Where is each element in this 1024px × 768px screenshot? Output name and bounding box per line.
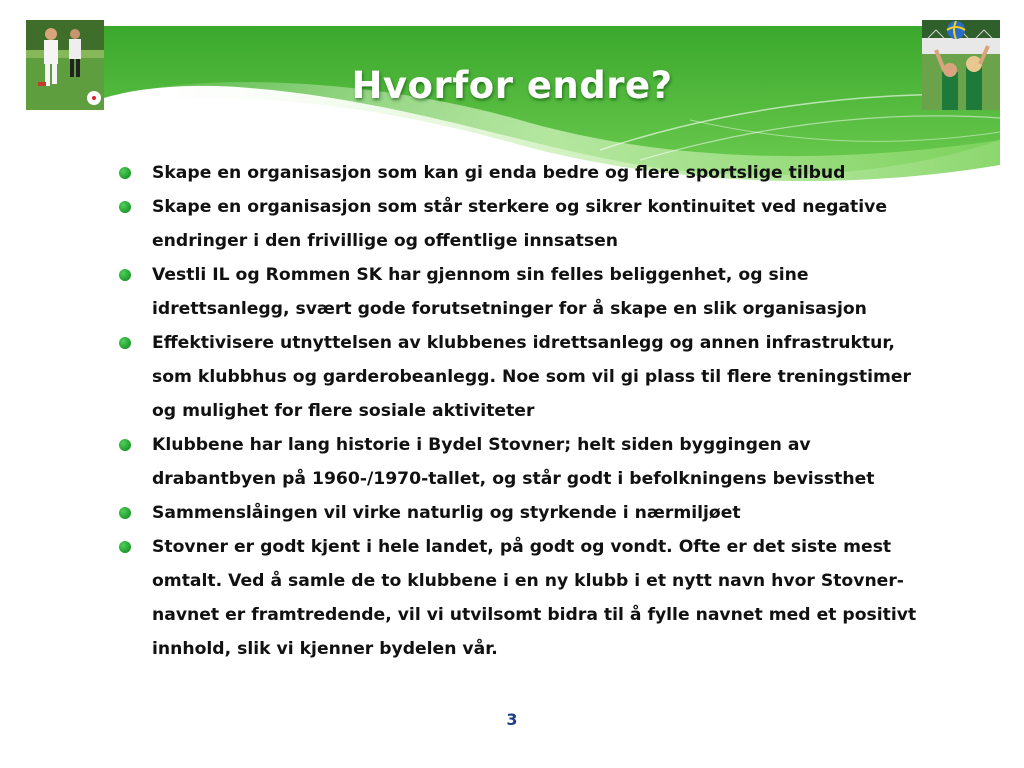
bullet-text: Skape en organisasjon som står sterkere og sikrer kontinuitet ved negative endringer i den frivillige og offentlige innsatsen <box>152 197 887 251</box>
bullet-dot-icon <box>119 439 131 451</box>
bullet-item <box>118 190 938 258</box>
bullet-item <box>118 258 938 326</box>
bullet-item <box>118 428 938 496</box>
bullet-list-container <box>118 156 938 666</box>
bullet-item <box>118 326 938 428</box>
slide-title: Hvorfor endre? <box>351 64 673 107</box>
bullet-list <box>118 156 938 666</box>
bullet-item <box>118 530 938 666</box>
bullet-dot-icon <box>119 507 131 519</box>
bullet-dot-icon <box>119 269 131 281</box>
page-number: 3 <box>506 710 518 729</box>
bullet-dot-icon <box>119 201 131 213</box>
bullet-item <box>118 496 938 530</box>
bullet-dot-icon <box>119 167 131 179</box>
bullet-text: Klubbene har lang historie i Bydel Stovner; helt siden byggingen av drabantbyen på 1960-/1970-tallet, og står godt i befolkningens bevissthet <box>152 435 875 489</box>
bullet-text: Skape en organisasjon som kan gi enda bedre og flere sportslige tilbud <box>152 163 846 183</box>
bullet-text: Vestli IL og Rommen SK har gjennom sin felles beliggenhet, og sine idrettsanlegg, svært gode forutsetninger for å skape en slik organisasjon <box>152 265 867 319</box>
bullet-dot-icon <box>119 337 131 349</box>
bullet-text: Effektivisere utnyttelsen av klubbenes idrettsanlegg og annen infrastruktur, som klubbhus og garderobeanlegg. Noe som vil gi plass til flere treningstimer og mulighet for flere sosiale aktiviteter <box>152 333 912 421</box>
bullet-text: Sammenslåingen vil virke naturlig og styrkende i nærmiljøet <box>152 503 741 523</box>
bullet-item <box>118 156 938 190</box>
bullet-dot-icon <box>119 541 131 553</box>
bullet-text: Stovner er godt kjent i hele landet, på godt og vondt. Ofte er det siste mest omtalt. Ved å samle de to klubbene i en ny klubb i et nytt navn hvor Stovner-navnet er framtredende, vil vi utvilsomt bidra til å fylle navnet med et positivt innhold, slik vi kjenner bydelen vår. <box>152 537 917 659</box>
